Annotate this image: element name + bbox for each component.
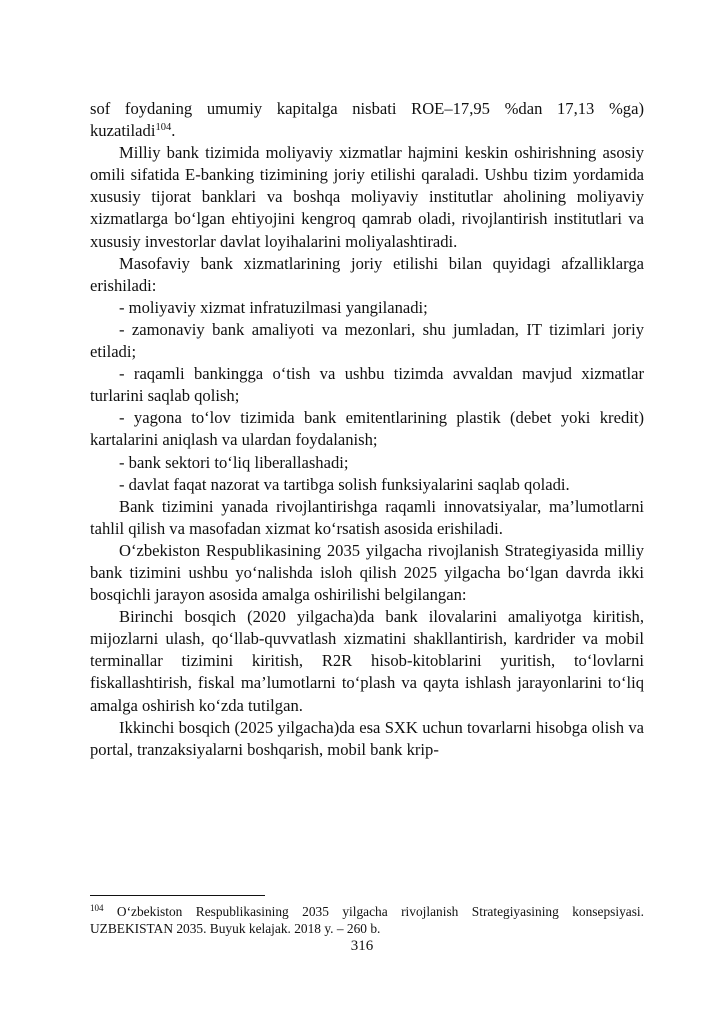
list-item: - yagona to‘lov tizimida bank emitentlarining plastik (debet yoki kredit) kartalarini aniqlash va ulardan foydalanish; [90, 408, 644, 450]
list-item: - davlat faqat nazorat va tartibga solish funksiyalarini saqlab qoladi. [119, 474, 570, 494]
page-number: 316 [350, 938, 374, 954]
list-item: - raqamli bankingga o‘tish va ushbu tizimda avvaldan mavjud xizmatlar turlarini saqlab qolish; [90, 364, 644, 406]
paragraph-first-stage: Birinchi bosqich (2020 yilgacha)da bank ilovalarini amaliyotga kiritish, mijozlarni ulash, qo‘llab-quvvatlash xizmatini shakllantirish, kardrider va mobil terminallar tizimini kiritish, R2R hisob-kitoblarini yuritish, to‘lovlarni fiskallashtirish, fiskal ma’lumotlarni to‘plash va qayta ishlash jarayonlarini to‘liq amalga oshirish ko‘zda tutilgan. [90, 607, 644, 715]
paragraph-text: sof foydaning umumiy kapitalga nisbati ROE–17,95 %dan 17,13 %ga) kuzatiladi [90, 99, 644, 141]
footnote-divider [90, 895, 265, 896]
paragraph-tail: . [171, 121, 176, 141]
paragraph-continuation [90, 98, 644, 142]
paragraph-strategy: O‘zbekiston Respublikasining 2035 yilgacha rivojlanish Strategiyasida milliy bank tizimini ushbu yo‘nalishda isloh qilish 2025 yilgacha bo‘lgan davrda ikki bosqichli jarayon asosida amalga oshirilishi belgilangan: [90, 540, 644, 605]
paragraph-innovations: Bank tizimini yanada rivojlantirishga raqamli innovatsiyalar, ma’lumotlarni tahlil qilish va masofadan xizmat ko‘rsatish asosida erishiladi. [90, 496, 644, 538]
paragraph-second-stage: Ikkinchi bosqich (2025 yilgacha)da esa SXK uchun tovarlarni hisobga olish va portal, tranzaksiyalarni boshqarish, mobil bank krip- [90, 717, 644, 759]
footnote-text: O‘zbekiston Respublikasining 2035 yilgacha rivojlanish Strategiyasining konsepsiyasi. UZBEKISTAN 2035. Buyuk kelajak. 2018 y. – 260 b. [90, 904, 644, 936]
footnote [90, 903, 644, 937]
footnote-number: 104 [90, 903, 104, 913]
list-item: - bank sektori to‘liq liberallashadi; [119, 452, 349, 472]
list-item: - moliyaviy xizmat infratuzilmasi yangilanadi; [119, 297, 428, 317]
footnote-reference[interactable]: 104 [155, 122, 172, 134]
paragraph-advantages-intro: Masofaviy bank xizmatlarining joriy etilishi bilan quyidagi afzalliklarga erishiladi: [90, 253, 644, 295]
body-text [90, 98, 644, 761]
list-item: - zamonaviy bank amaliyoti va mezonlari, shu jumladan, IT tizimlari joriy etiladi; [90, 319, 644, 362]
paragraph-e-banking: Milliy bank tizimida moliyaviy xizmatlar hajmini keskin oshirishning asosiy omili sifatida E-banking tizimining joriy etilishi qaraladi. Ushbu tizim yordamida xususiy tijorat banklari va boshqa moliyaviy institutlar aholining moliyaviy xizmatlarga bo‘lgan ehtiyojini kengroq qamrab oladi, rivojlantirish institutlari va xususiy investorlar davlat loyihalarini moliyalashtiradi. [90, 143, 644, 251]
